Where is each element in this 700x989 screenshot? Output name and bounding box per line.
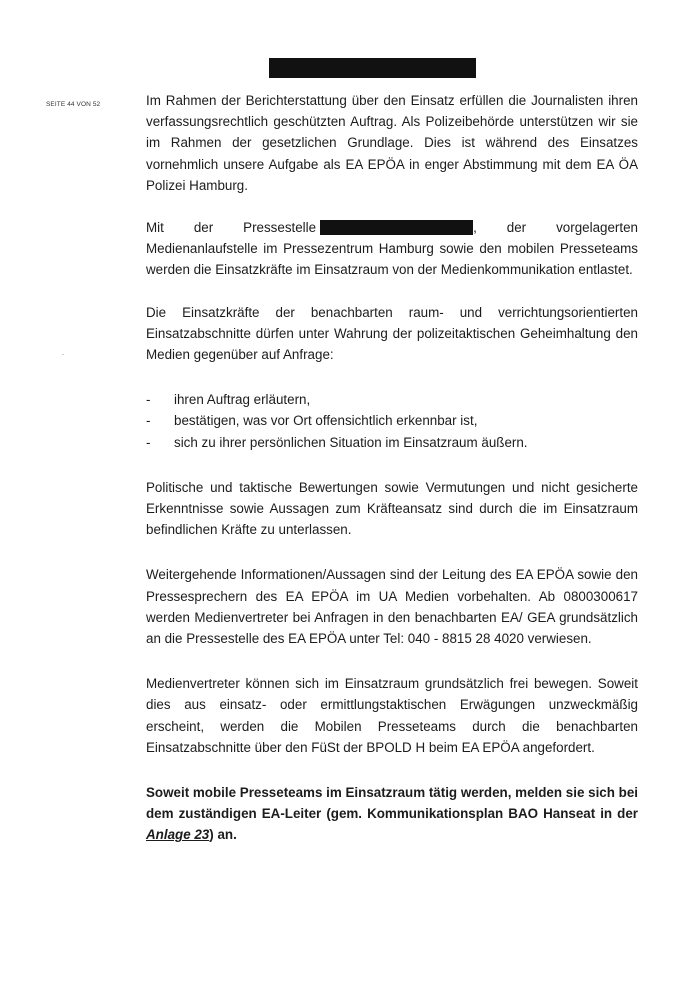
list-dash: - (146, 434, 151, 450)
list-item (146, 432, 638, 453)
scan-speck (62, 354, 64, 355)
list-item (146, 410, 638, 431)
paragraph-bewertungen: Politische und taktische Bewertungen sowie Vermutungen und nicht gesicherte Erkenntnisse sowie Aussagen zum Kräfteansatz sind durch die im Einsatzraum befindlichen Kräfte zu unterlassen. (146, 479, 638, 538)
paragraph-pressestelle-start: Mit der Pressestelle (146, 220, 317, 236)
paragraph-presseteams-start: Soweit mobile Presseteams im Einsatzraum tätig werden, melden sie sich bei dem zuständigen EA-Leiter (gem. Kommunikationsplan BAO Hanseat in der (146, 785, 638, 822)
paragraph-pressestelle (146, 217, 638, 281)
list-dash: - (146, 392, 151, 408)
list-dash: - (146, 413, 151, 429)
paragraph-einsatzkraefte: Die Einsatzkräfte der benachbarten raum- und verrichtungsorientierten Einsatzabschnitte dürfen unter Wahrung der polizeitaktischen Geheimhaltung den Medien gegenüber auf Anfrage: (146, 304, 638, 363)
paragraph-pressestelle-end: , der vorgelagerten Medienanlaufstelle im Pressezentrum Hamburg sowie den mobilen Presseteams werden die Einsatzkräfte im Einsatzraum von der Medienkommunikation entlastet. (146, 220, 638, 278)
paragraph-presseteams-end: ) an. (209, 827, 237, 843)
page-number: SEITE 44 VON 52 (46, 101, 101, 108)
redacted-inline-block (320, 220, 473, 235)
anlage-reference: Anlage 23 (146, 827, 210, 843)
list-item-text: ihren Auftrag erläutern, (174, 392, 311, 408)
list-item-text: sich zu ihrer persönlichen Situation im Einsatzraum äußern. (174, 434, 528, 450)
body-text (146, 90, 638, 867)
list-item (146, 389, 638, 410)
paragraph-medienvertreter: Medienvertreter können sich im Einsatzraum grundsätzlich frei bewegen. Soweit dies aus einsatz- oder ermittlungstaktischen Erwägungen unzweckmäßig erscheint, werden die Mobilen Presseteams durch die benachbarten Einsatzabschnitte über den FüSt der BPOLD H beim EA EPÖA angefordert. (146, 676, 638, 755)
paragraph-presseteams-bold (146, 782, 638, 846)
permitted-statements-list (146, 389, 638, 453)
paragraph-journalists: Im Rahmen der Berichterstattung über den Einsatz erfüllen die Journalisten ihren verfassungsrechtlich geschützten Auftrag. Als Polizeibehörde unterstützen wir sie im Rahmen der gesetzlichen Grundlage. Dies ist während des Einsatzes vornehmlich unsere Aufgabe als EA EPÖA in enger Abstimmung mit dem EA ÖA Polizei Hamburg. (146, 93, 638, 193)
redacted-header-block (269, 58, 476, 78)
list-item-text: bestätigen, was vor Ort offensichtlich erkennbar ist, (174, 413, 478, 429)
paragraph-informationen: Weitergehende Informationen/Aussagen sind der Leitung des EA EPÖA sowie den Pressesprechern des EA EPÖA im UA Medien vorbehalten. Ab 0800300617 werden Medienvertreter bei Anfragen in den benachbarten EA/ GEA grundsätzlich an die Pressestelle des EA EPÖA unter Tel: 040 - 8815 28 4020 verwiesen. (146, 567, 638, 647)
